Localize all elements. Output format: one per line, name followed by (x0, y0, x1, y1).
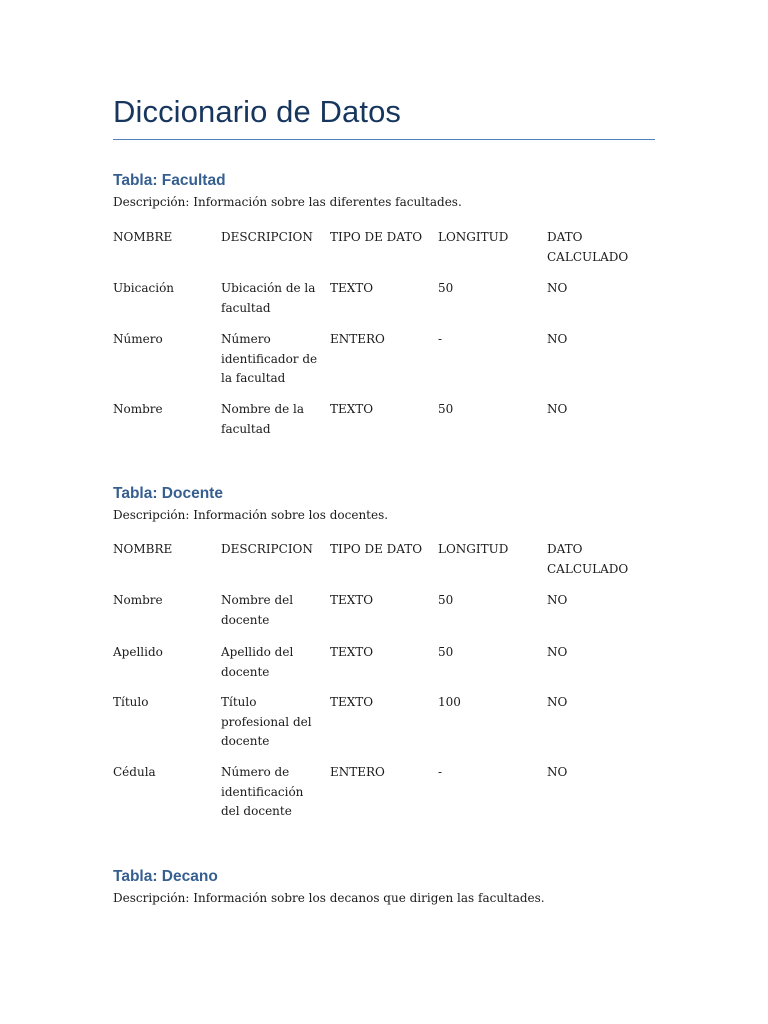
table-cell: NO (547, 695, 568, 709)
table-cell: Nombre (113, 593, 163, 607)
table-cell: 50 (438, 645, 454, 659)
table-cell: 50 (438, 593, 454, 607)
table-cell: Cédula (113, 765, 156, 779)
table-cell: Nombre de la facultad (221, 402, 305, 436)
table-cell: TEXTO (330, 593, 374, 607)
column-header: LONGITUD (438, 230, 509, 244)
table-cell: Apellido (113, 645, 163, 659)
table-cell: Ubicación (113, 281, 175, 295)
table-cell: Apellido del docente (221, 645, 294, 679)
table-cell: Título (113, 695, 149, 709)
table-cell: Número identificador de la facultad (221, 332, 318, 385)
section-heading: Tabla: Facultad (113, 172, 226, 189)
column-header: NOMBRE (113, 542, 173, 556)
table-cell: ENTERO (330, 332, 385, 346)
table-cell: - (438, 765, 443, 779)
section-description: Descripción: Información sobre los docentes. (113, 508, 389, 522)
title-divider (113, 139, 655, 140)
column-header: TIPO DE DATO (330, 542, 423, 556)
section-heading: Tabla: Docente (113, 485, 223, 502)
column-header: LONGITUD (438, 542, 509, 556)
table-cell: Nombre (113, 402, 163, 416)
column-header: DESCRIPCION (221, 230, 313, 244)
table-cell: NO (547, 402, 568, 416)
table-cell: Número de identificación del docente (221, 765, 304, 818)
table-cell: NO (547, 332, 568, 346)
table-cell: 50 (438, 281, 454, 295)
column-header: DATO CALCULADO (547, 542, 629, 576)
column-header: TIPO DE DATO (330, 230, 423, 244)
table-cell: NO (547, 645, 568, 659)
table-cell: TEXTO (330, 402, 374, 416)
table-cell: NO (547, 765, 568, 779)
table-cell: TEXTO (330, 695, 374, 709)
table-cell: NO (547, 281, 568, 295)
column-header: NOMBRE (113, 230, 173, 244)
table-cell: ENTERO (330, 765, 385, 779)
table-cell: Ubicación de la facultad (221, 281, 316, 315)
table-cell: Título profesional del docente (221, 695, 312, 748)
table-cell: NO (547, 593, 568, 607)
section-heading: Tabla: Decano (113, 868, 218, 885)
table-cell: Número (113, 332, 163, 346)
table-cell: TEXTO (330, 281, 374, 295)
section-description: Descripción: Información sobre los decanos que dirigen las facultades. (113, 891, 545, 905)
column-header: DATO CALCULADO (547, 230, 629, 264)
table-cell: 100 (438, 695, 461, 709)
section-description: Descripción: Información sobre las diferentes facultades. (113, 195, 462, 209)
table-cell: - (438, 332, 443, 346)
table-cell: TEXTO (330, 645, 374, 659)
table-cell: Nombre del docente (221, 593, 294, 627)
document-title: Diccionario de Datos (113, 94, 402, 129)
table-cell: 50 (438, 402, 454, 416)
column-header: DESCRIPCION (221, 542, 313, 556)
